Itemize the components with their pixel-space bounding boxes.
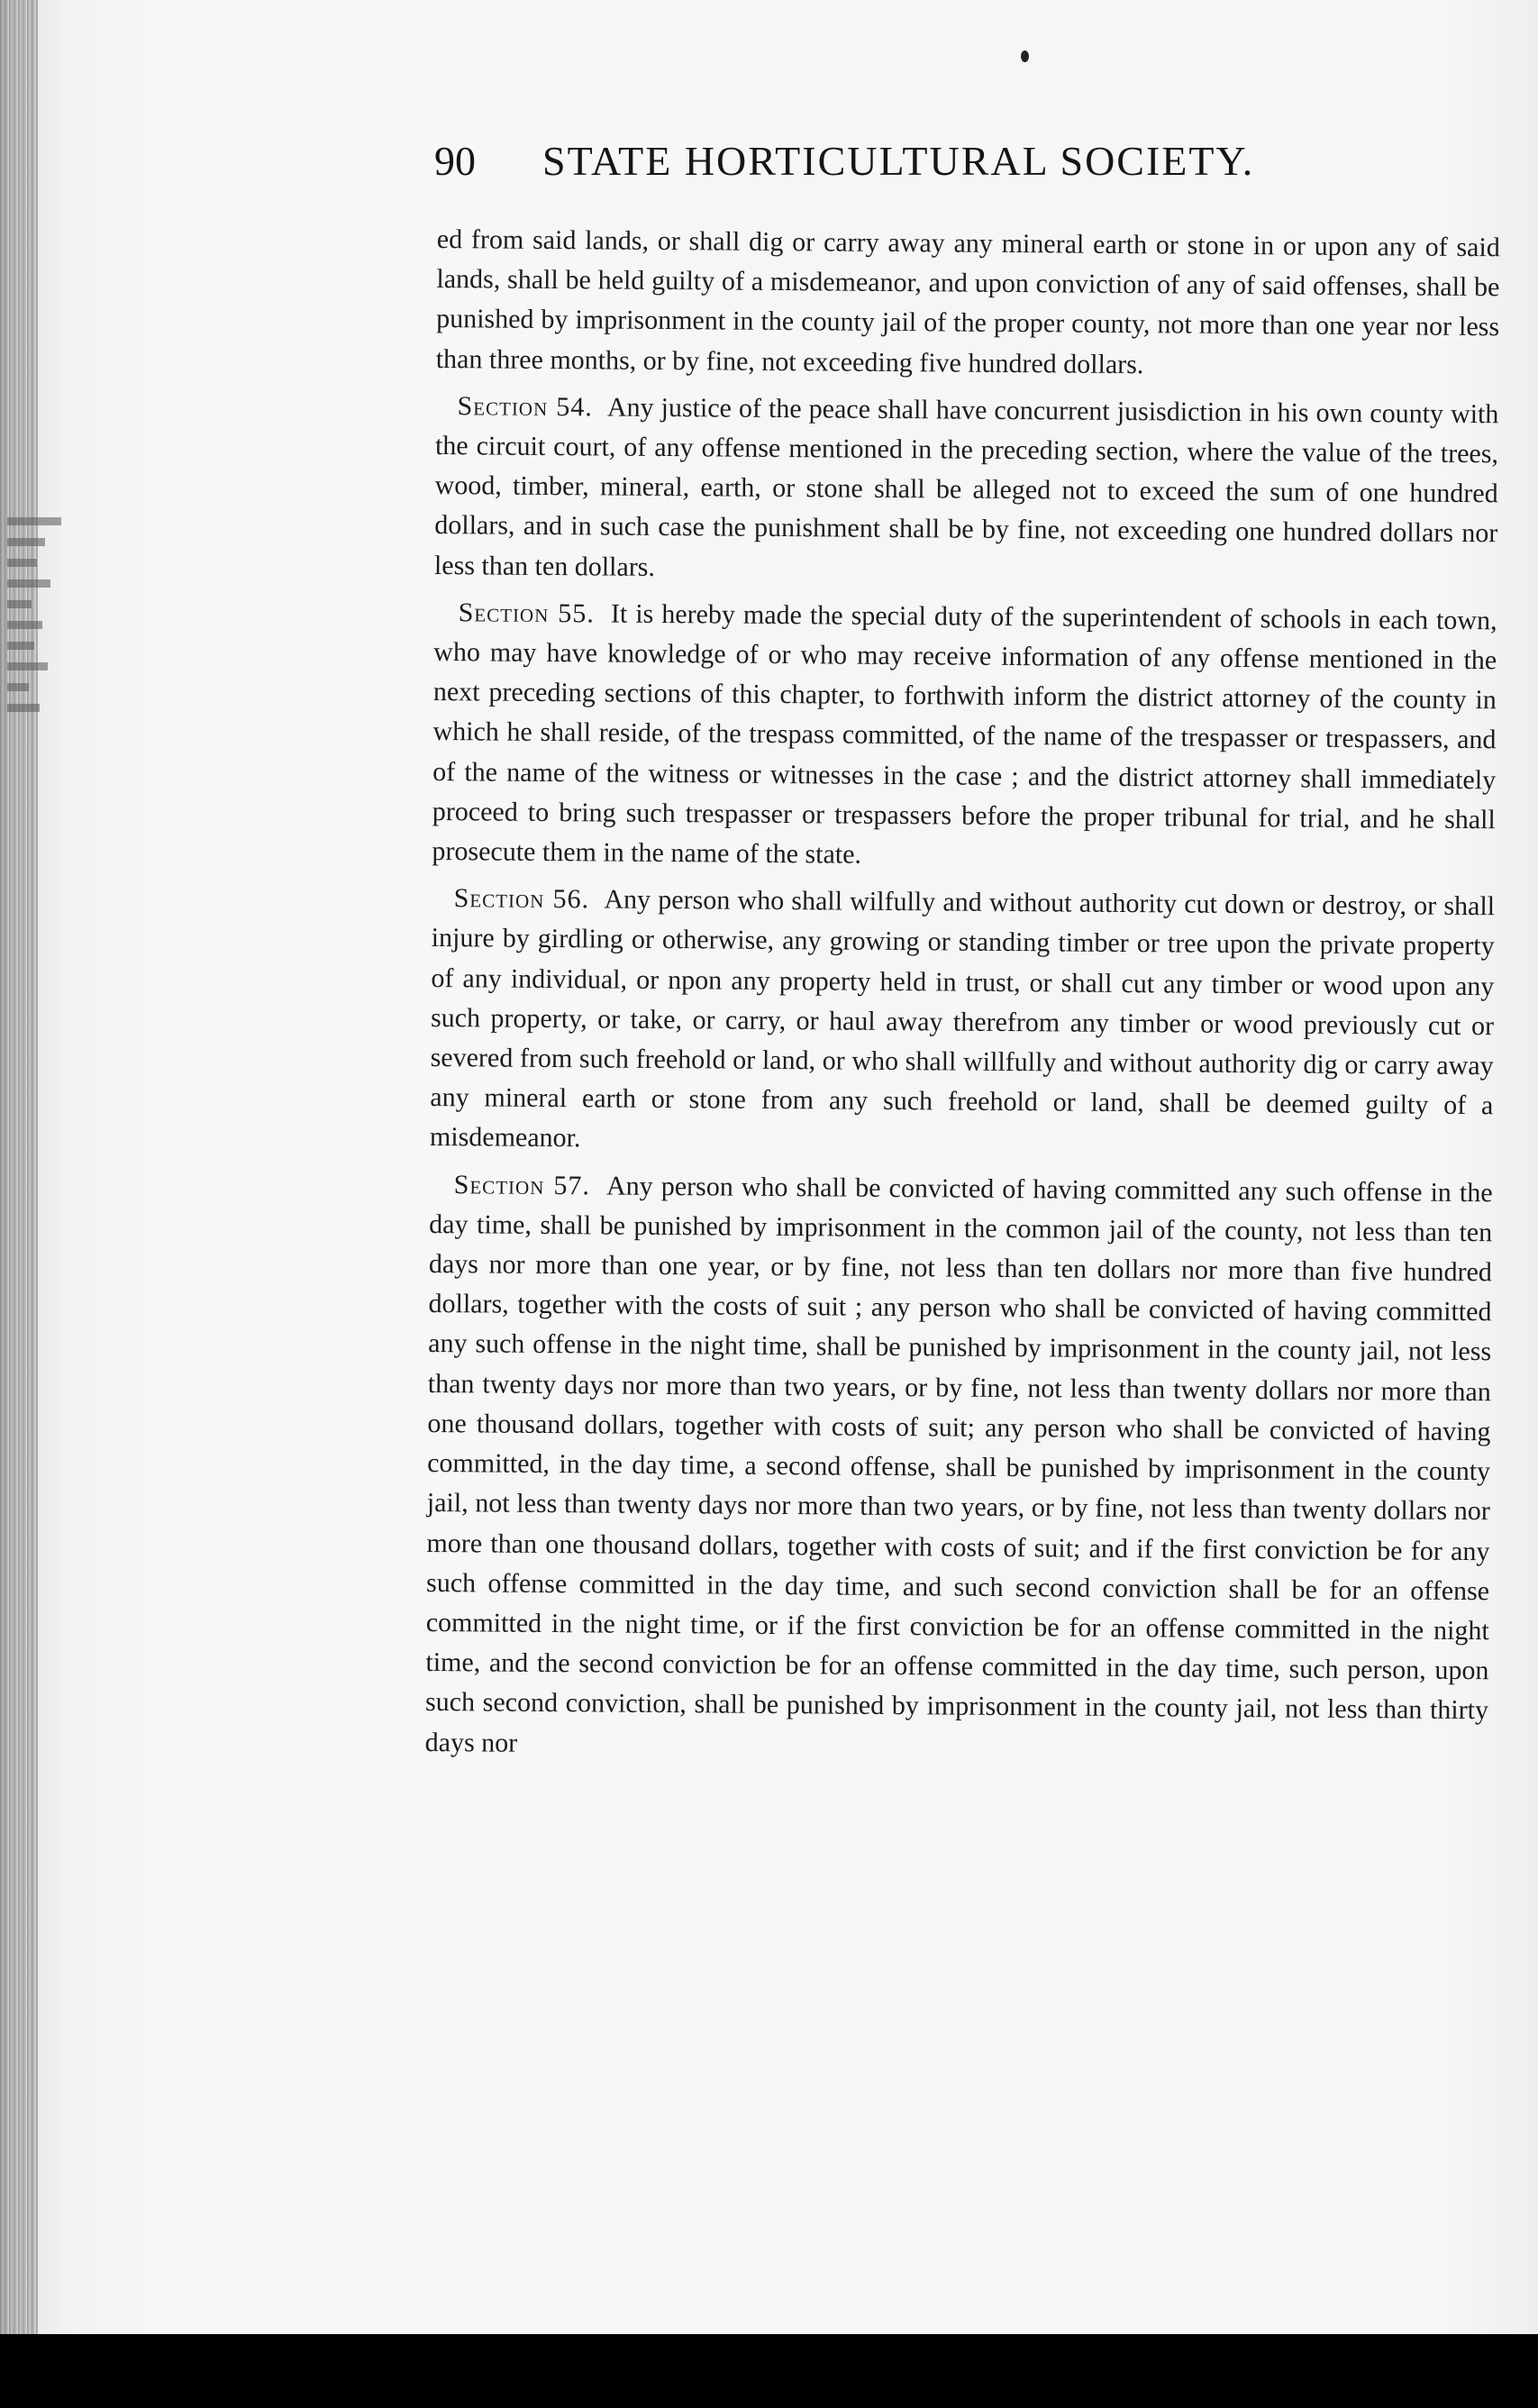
- paragraph-text: ed from said lands, or shall dig or carry away any mineral earth or stone in or upon any of said lands, shall be held guilty of a misdemeanor, and upon conviction of any of said offenses, shall be punished by imprisonment in the county jail of the proper county, not more than one year nor less than three months, or by fine, not exceeding five hundred dollars.: [435, 223, 1500, 379]
- section-56-paragraph: [430, 879, 1495, 1166]
- section-label: Section 57.: [453, 1169, 591, 1201]
- section-57-paragraph: [425, 1165, 1493, 1771]
- ink-speck: [1021, 50, 1029, 62]
- paragraph-text: Any person who shall wilfully and without authority cut down or destroy, or shall injure by girdling or otherwise, any growing or standing timber or tree upon the private property of any individual, or npon any property held in trust, or shall cut any timber or wood upon any such property, or take, or carry, or haul away therefrom any timber or wood previously cut or severed from such freehold or land, or who shall willfully and without authority dig or carry away any mineral earth or stone from any such freehold or land, shall be deemed guilty of a misdemeanor.: [429, 884, 1496, 1154]
- section-54-paragraph: [434, 387, 1499, 594]
- facing-page-bleed: [7, 505, 61, 802]
- body-text: [425, 220, 1500, 1771]
- running-title: STATE HORTICULTURAL SOCIETY.: [542, 138, 1255, 184]
- section-label: Section 54.: [457, 390, 593, 423]
- paragraph-continuation: [436, 220, 1500, 388]
- section-label: Section 56.: [453, 883, 590, 915]
- paragraph-text: Any person who shall be convicted of having committed any such offense in the day time, shall be punished by imprisonment in the common jail of the county, not less than ten days nor more than one year, or by fine, not less than ten dollars nor more than five hundred dollars, together with the costs of suit ; any person who shall be convicted of having committed any such offense in the night time, shall be punished by imprisonment in the county jail, not less than twenty days nor more than two years, or by fine, not less than twenty dollars nor more than one thousand dollars, together with costs of suit; any person who shall be convicted of having committed, in the day time, a second offense, shall be punished by imprisonment in the county jail, not less than twenty days nor more than two years, or by fine, not less than twenty dollars nor more than one thousand dollars, together with costs of suit; and if the first conviction be for any such offense committed in the day time, and such second conviction shall be for an offense committed in the night time, or if the first conviction be for an offense committed in the night time, and the second conviction be for an offense committed in the day time, such person, upon such second conviction, shall be punished by imprisonment in the county jail, not less than thirty days nor: [424, 1171, 1493, 1758]
- page-header: [434, 137, 1362, 200]
- book-binding-edge: [0, 0, 38, 2334]
- page-number: 90: [434, 138, 476, 184]
- paragraph-text: Any justice of the peace shall have concurrent jusisdiction in his own county with the circuit court, of any offense mentioned in the preceding section, where the value of the trees, wood, timber, mineral, earth, or stone shall be alleged not to exceed the sum of one hundred dollars, and in such case the punishment shall be by fine, not exceeding one hundred dollars nor less than ten dollars.: [433, 392, 1499, 582]
- paragraph-text: It is hereby made the special duty of the superintendent of schools in each town, who may have knowledge of or who may receive information of any offense mentioned in the next preceding sections of this chapter, to forthwith inform the district attorney of the county in which he shall reside, of the trespass committed, of the name of the trespasser or trespassers, and of the name of the witness or witnesses in the case ; and the district attorney shall immediately proceed to bring such trespasser or trespassers before the proper tribunal for trial, and he shall prosecute them in the name of the state.: [432, 598, 1497, 870]
- section-label: Section 55.: [458, 597, 596, 629]
- section-55-paragraph: [432, 593, 1497, 880]
